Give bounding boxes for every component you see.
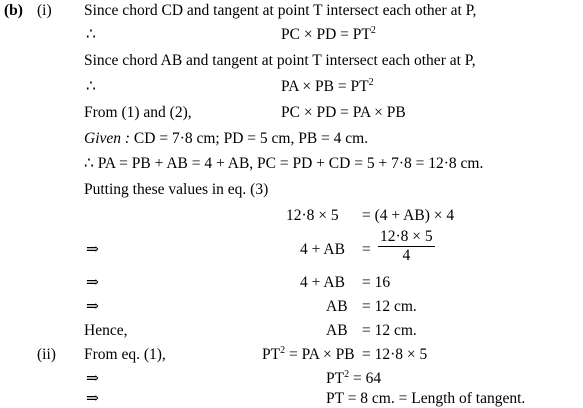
therefore-symbol-1: ∴ [86,26,96,43]
fraction-denominator: 4 [402,247,411,264]
eq16 [326,390,525,408]
eq-line-2 [281,26,376,44]
sub-label-i: (i) [37,2,52,19]
eq2-lhs: PC × PD [281,26,337,43]
eq16-pt: PT [326,390,344,407]
eq4-rhs: = PT [337,78,369,95]
eq14-rhs: = 12·8 × 5 [362,346,428,363]
part-label: (b) [4,2,23,19]
fraction-numerator: 12·8 × 5 [380,228,433,245]
implies-symbol-1: ⇒ [86,241,99,258]
eq-line-5 [281,104,406,122]
eq16-rhs: = 8 cm. = Length of tangent. [343,390,526,407]
text-line-14: From eq. (1), [84,346,166,363]
eq9-lhs: 12·8 × 5 [286,207,339,224]
text-line-1: Since chord CD and tangent at point T intersect each other at P, [84,2,477,19]
eq2-rhs: = PT [340,26,371,43]
eq-line-4 [281,78,374,96]
eq5-rhs: = PA × PB [340,104,406,121]
eq14-sup: 2 [280,345,286,356]
implies-symbol-3: ⇒ [86,298,99,315]
implies-symbol-5: ⇒ [86,390,99,407]
eq13-rhs: = 12 cm. [362,322,417,339]
text-line-7: ∴ PA = PB + AB = 4 + AB, PC = PD + CD = 5 + 7·8 = 12·8 cm. [84,155,484,172]
eq4-sup: 2 [368,77,374,88]
eq14-lhs [262,346,355,364]
given-line [84,130,368,148]
eq12-rhs: = 12 cm. [362,298,417,315]
eq15-pt: PT [326,370,345,387]
eq15 [326,370,381,388]
given-values: CD = 7·8 cm; PD = 5 cm, PB = 4 cm. [130,130,369,147]
eq2-sup: 2 [370,25,376,36]
implies-symbol-2: ⇒ [86,274,99,291]
eq11-lhs: 4 + AB [300,274,345,291]
eq10-eq: = [362,241,371,258]
text-line-13: Hence, [84,322,128,339]
eq15-sup: 2 [344,369,350,380]
eq14-pt: PT [262,346,281,363]
eq15-rhs: = 64 [349,370,382,387]
text-line-5: From (1) and (2), [84,104,192,121]
eq9-rhs: = (4 + AB) × 4 [362,207,455,224]
implies-symbol-4: ⇒ [86,370,99,387]
sub-label-ii: (ii) [37,346,56,363]
text-line-3: Since chord AB and tangent at point T intersect each other at P, [84,52,476,69]
eq4-lhs: PA × PB [281,78,334,95]
fraction [378,228,435,265]
eq13-lhs: AB [326,322,348,339]
eq14-mid: = PA × PB [285,346,355,363]
text-line-8: Putting these values in eq. (3) [84,181,269,198]
eq11-rhs: = 16 [362,274,391,291]
eq12-lhs: AB [326,298,348,315]
therefore-symbol-2: ∴ [86,78,96,95]
eq5-lhs: PC × PD [281,104,337,121]
given-label: Given : [84,130,131,147]
eq10-lhs: 4 + AB [300,241,345,258]
